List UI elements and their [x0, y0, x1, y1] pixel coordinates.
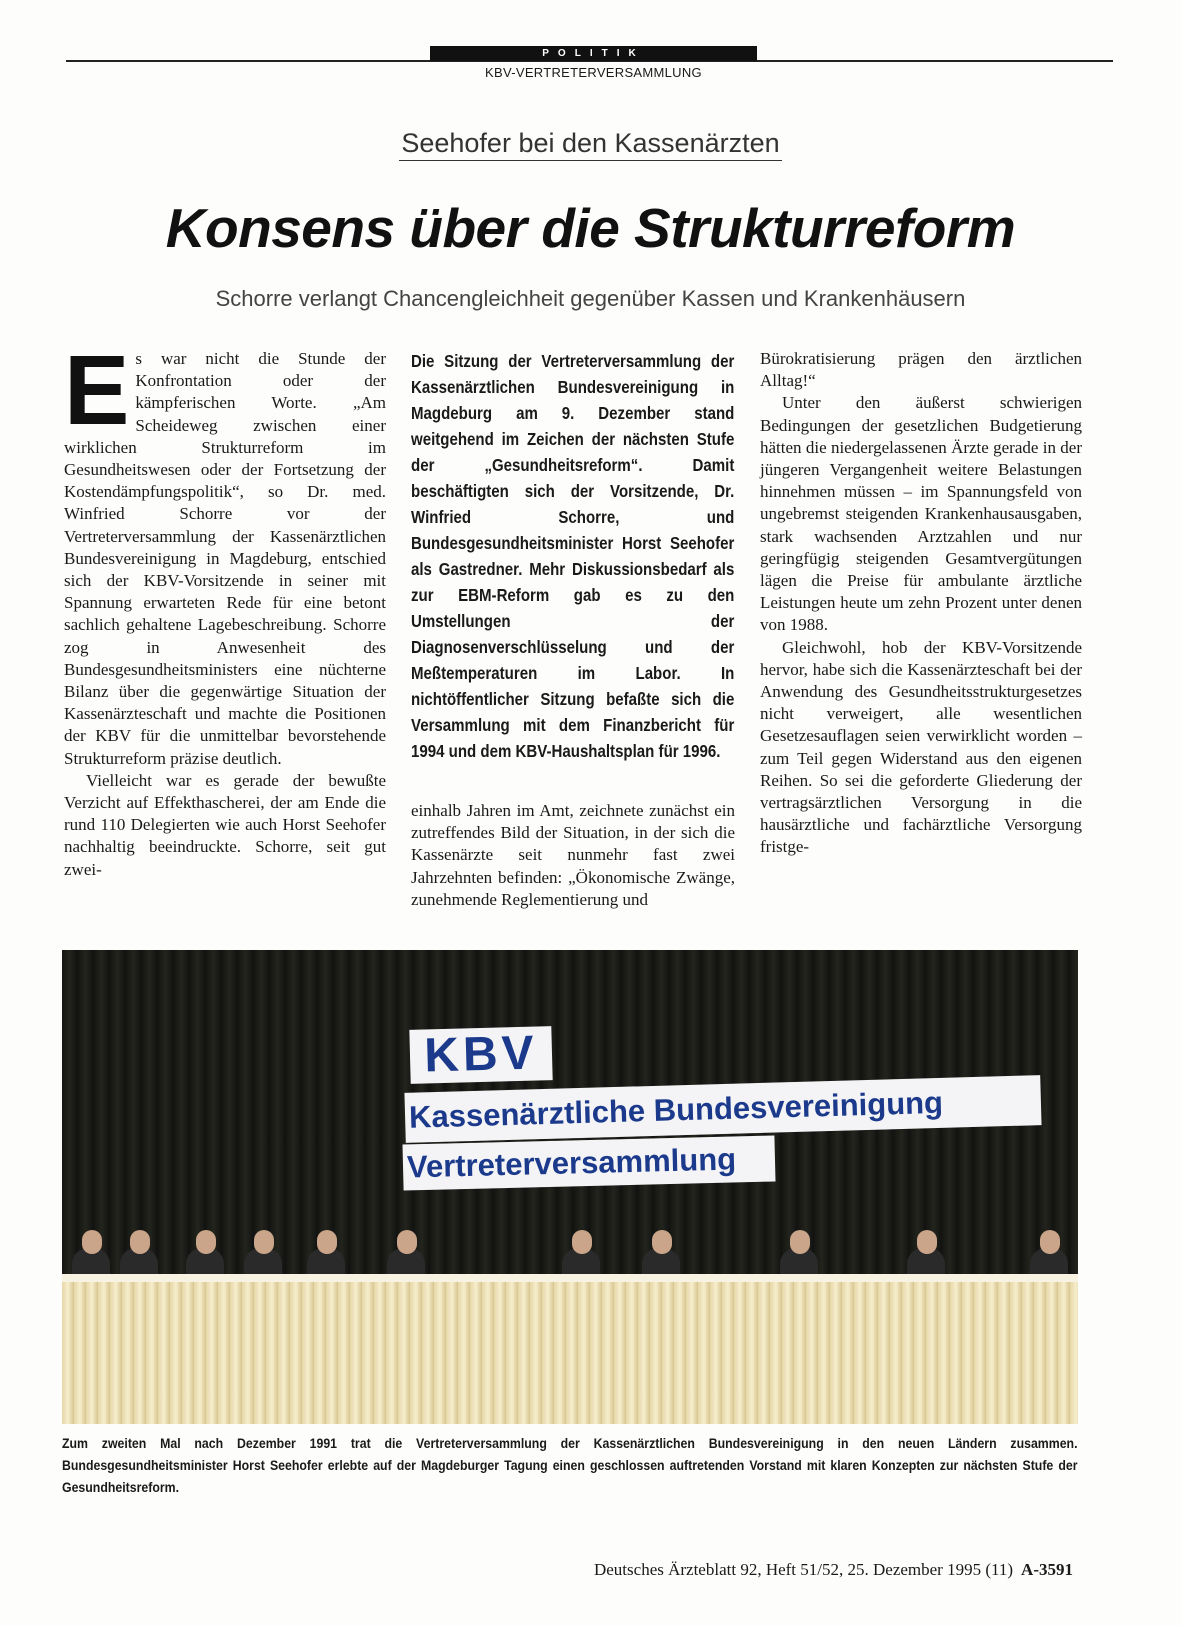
- article-column-2-continued: [411, 800, 735, 911]
- podium-table: [62, 1274, 1078, 1424]
- paragraph: Unter den äußerst schwierigen Bedingungen der gesetzlichen Budgetierung hätten die niedergelassenen Ärzte gerade in der jüngeren Vergangenheit weitere Belastungen hinnehmen müssen – im Spannungsfeld von ungebremst steigenden Krankenhausausgaben, stark wachsenden Arztzahlen und nur geringfügig steigenden Gesamtvergütungen lägen die Preise für ambulante ärztliche Leistungen heute um zehn Prozent unter denen von 1988.: [760, 393, 1082, 635]
- page-footer: [594, 1560, 1073, 1580]
- paragraph: Bürokratisierung prägen den ärztlichen Alltag!“: [760, 349, 1082, 391]
- banner-assembly: Vertreterversammlung: [402, 1135, 775, 1190]
- banner-organisation: Kassenärztliche Bundesvereinigung: [404, 1075, 1041, 1143]
- section-subtitle: KBV-VERTRETERVERSAMMLUNG: [485, 65, 702, 80]
- drop-cap: E: [64, 335, 130, 445]
- lead-paragraph: Die Sitzung der Vertreterversammlung der Kassenärztlichen Bundesvereinigung in Magdeburg am 9. Dezember stand weitgehend im Zeichen der nächsten Stufe der „Gesundheitsreform“. Damit beschäftigten sich der Vorsitzende, Dr. Winfried Schorre, und Bundesgesundheitsminister Horst Seehofer als Gastredner. Mehr Diskussionsbedarf als zur EBM-Reform gab es zu den Umstellungen der Diagnosenverschlüsselung und der Meßtemperaturen im Labor. In nichtöffentlicher Sitzung befaßte sich die Versammlung mit dem Finanzbericht für 1994 und dem KBV-Haushaltsplan für 1996.: [411, 351, 735, 761]
- photo-caption: Zum zweiten Mal nach Dezember 1991 trat die Vertreterversammlung der Kassenärztlichen Bundesvereinigung in den neuen Ländern zusammen. Bundesgesundheitsminister Horst Seehofer erlebte auf der Magdeburger Tagung einen geschlossen auftretenden Vorstand mit klaren Konzepten zur nächsten Stufe der Gesundheitsreform.: [62, 1435, 1078, 1495]
- banner-kbv: KBV: [409, 1026, 552, 1084]
- headline: Konsens über die Strukturreform: [165, 197, 1016, 259]
- article-column-2: [411, 348, 735, 764]
- subheadline: Schorre verlangt Chancengleichheit gegenüber Kassen und Krankenhäusern: [215, 286, 966, 311]
- page-number: A-3591: [1021, 1560, 1073, 1579]
- journal-citation: Deutsches Ärzteblatt 92, Heft 51/52, 25. Dezember 1995 (11): [593, 1560, 1014, 1579]
- article-column-1: [64, 335, 386, 881]
- paragraph: Gleichwohl, hob der KBV-Vorsitzende hervor, habe sich die Kassenärzteschaft bei der Anwendung des Gesundheitsstrukturgesetzes nicht verweigert, alle wesentlichen Gesetzesauflagen seien verwirklicht worden – zum Teil gegen Widerstand aus den eigenen Reihen. So sei die geforderte Gliederung der vertragsärztlichen Versorgung in die hausärztliche und fachärztliche Versorgung fristge-: [760, 637, 1082, 857]
- kicker: [0, 128, 1181, 159]
- conference-photo: [62, 950, 1078, 1424]
- section-label: POLITIK: [430, 46, 757, 61]
- article-column-3: [760, 348, 1082, 859]
- paragraph: Vielleicht war es gerade der bewußte Verzicht auf Effekthascherei, der am Ende die rund 110 Delegierten wie auch Horst Seehofer nachhaltig beeindruckte. Schorre, seit gut zwei-: [64, 770, 386, 879]
- paragraph: einhalb Jahren im Amt, zeichnete zunächst ein zutreffendes Bild der Situation, in der sich die Kassenärzte seit nunmehr fast zwei Jahrzehnten befinden: „Ökonomische Zwänge, zunehmende Reglementierung und: [411, 801, 735, 909]
- paragraph: [64, 335, 386, 770]
- paragraph-text: s war nicht die Stunde der Konfrontation oder der kämpferischen Worte. „Am Scheideweg zwischen einer wirklichen Strukturreform im Gesundheitswesen oder der Fortsetzung der Kostendämpfungspolitik“, so Dr. med. Winfried Schorre vor der Vertreterversammlung der Kassenärztlichen Bundesvereinigung in Magdeburg, entschied sich der KBV-Vorsitzende in seiner mit Spannung erwarteten Rede für eine betont sachlich gehaltene Lagebeschreibung. Schorre zog in Anwesenheit des Bundesgesundheitsministers eine nüchterne Bilanz über die gegenwärtige Situation der Kassenärzteschaft und machte die Positionen der KBV für die unmittelbar bevorstehende Strukturreform präzise deutlich.: [64, 349, 386, 768]
- kicker-text: Seehofer bei den Kassenärzten: [399, 128, 781, 161]
